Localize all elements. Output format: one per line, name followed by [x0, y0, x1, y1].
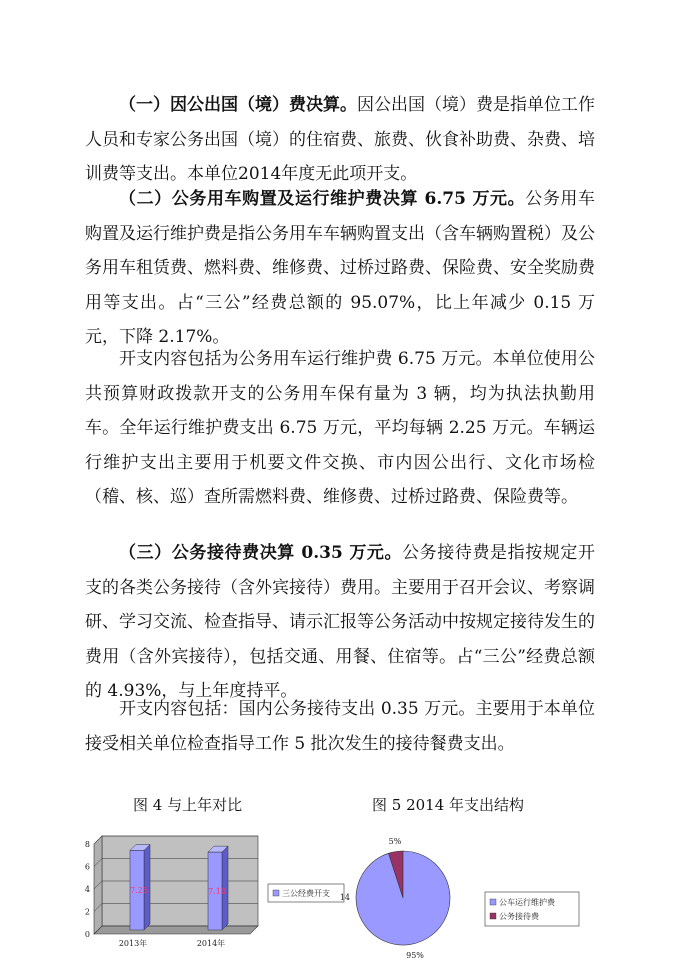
- paragraph-4: [85, 536, 595, 709]
- legend-label: 公车运行维护费: [499, 898, 555, 907]
- paragraph-4-lead: （三）公务接待费决算 0.35 万元。: [119, 543, 403, 563]
- paragraph-2: [85, 182, 595, 355]
- pie-slice: [356, 851, 450, 945]
- paragraph-1-text: 因公出国（境）费是指单位工作人员和专家公务出国（境）的住宿费、旅费、伙食补助费、杂费、培训费等支出。本单位2014年度无此项开支。: [85, 95, 595, 184]
- paragraph-4-text: 公务接待费是指按规定开支的各类公务接待（含外宾接待）费用。主要用于召开会议、考察调研、学习交流、检查指导、请示汇报等公务活动中按规定接待发生的费用（含外宾接待），包括交通、用餐、住宿等。占“三公”经费总额的 4.93%，与上年度持平。: [85, 543, 595, 701]
- paragraph-3: [85, 342, 595, 515]
- y-tick-label: 6: [84, 862, 90, 872]
- figure-4-bar-chart: [70, 830, 370, 955]
- paragraph-5: [85, 692, 595, 761]
- x-tick-label: 2013年: [118, 939, 148, 948]
- paragraph-3-text: 开支内容包括为公务用车运行维护费 6.75 万元。本单位使用公共预算财政拨款开支的公务用车保有量为 3 辆，均为执法执勤用车。全年运行维护费支出 6.75 万元，平均每辆 2.25 万元。车辆运行维护支出主要用于机要文件交换、市内因公出行、文化市场检（稽、核、巡）查所需燃料费、维修费、过桥过路费、保险费等。: [85, 349, 595, 507]
- legend-label: 公务接待费: [499, 912, 539, 921]
- legend-swatch: [490, 899, 496, 905]
- figure-4-caption: 图 4 与上年对比: [133, 796, 243, 814]
- paragraph-2-text: 公务用车购置及运行维护费是指公务用车车辆购置支出（含车辆购置税）及公务用车租赁费、燃料费、维修费、过桥过路费、保险费、安全奖励费用等支出。占“三公”经费总额的 95.07%，比上年减少 0.15 万元，下降 2.17%。: [85, 189, 596, 347]
- figure-5-pie-chart: [339, 828, 595, 963]
- x-tick-label: 2014年: [196, 939, 226, 948]
- y-tick-label: 4: [84, 885, 90, 894]
- paragraph-1: [85, 88, 595, 192]
- legend-swatch: [490, 913, 496, 919]
- legend-label: 三公经费开支: [282, 889, 330, 898]
- pie-legend: [485, 892, 579, 926]
- pie-label-large: 95%: [406, 951, 424, 960]
- pie-stray-label: 14: [339, 893, 350, 902]
- bar-data-label: 7.25: [130, 886, 148, 896]
- paragraph-1-lead: （一）因公出国（境）费决算。: [119, 95, 357, 115]
- pie-label-small: 5%: [388, 837, 402, 846]
- paragraph-5-text: 开支内容包括：国内公务接待支出 0.35 万元。主要用于本单位接受相关单位检查指导工作 5 批次发生的接待餐费支出。: [85, 699, 595, 754]
- y-tick-label: 0: [84, 930, 90, 939]
- chart-legend: [268, 884, 344, 902]
- legend-swatch: [273, 890, 279, 896]
- figure-5-caption: 图 5 2014 年支出结构: [372, 796, 525, 814]
- bar-data-label: 7.10: [208, 887, 226, 897]
- paragraph-2-lead: （二）公务用车购置及运行维护费决算 6.75 万元。: [119, 189, 526, 209]
- y-tick-label: 2: [84, 907, 90, 917]
- y-tick-label: 8: [84, 840, 90, 849]
- chart-floor: [94, 926, 258, 934]
